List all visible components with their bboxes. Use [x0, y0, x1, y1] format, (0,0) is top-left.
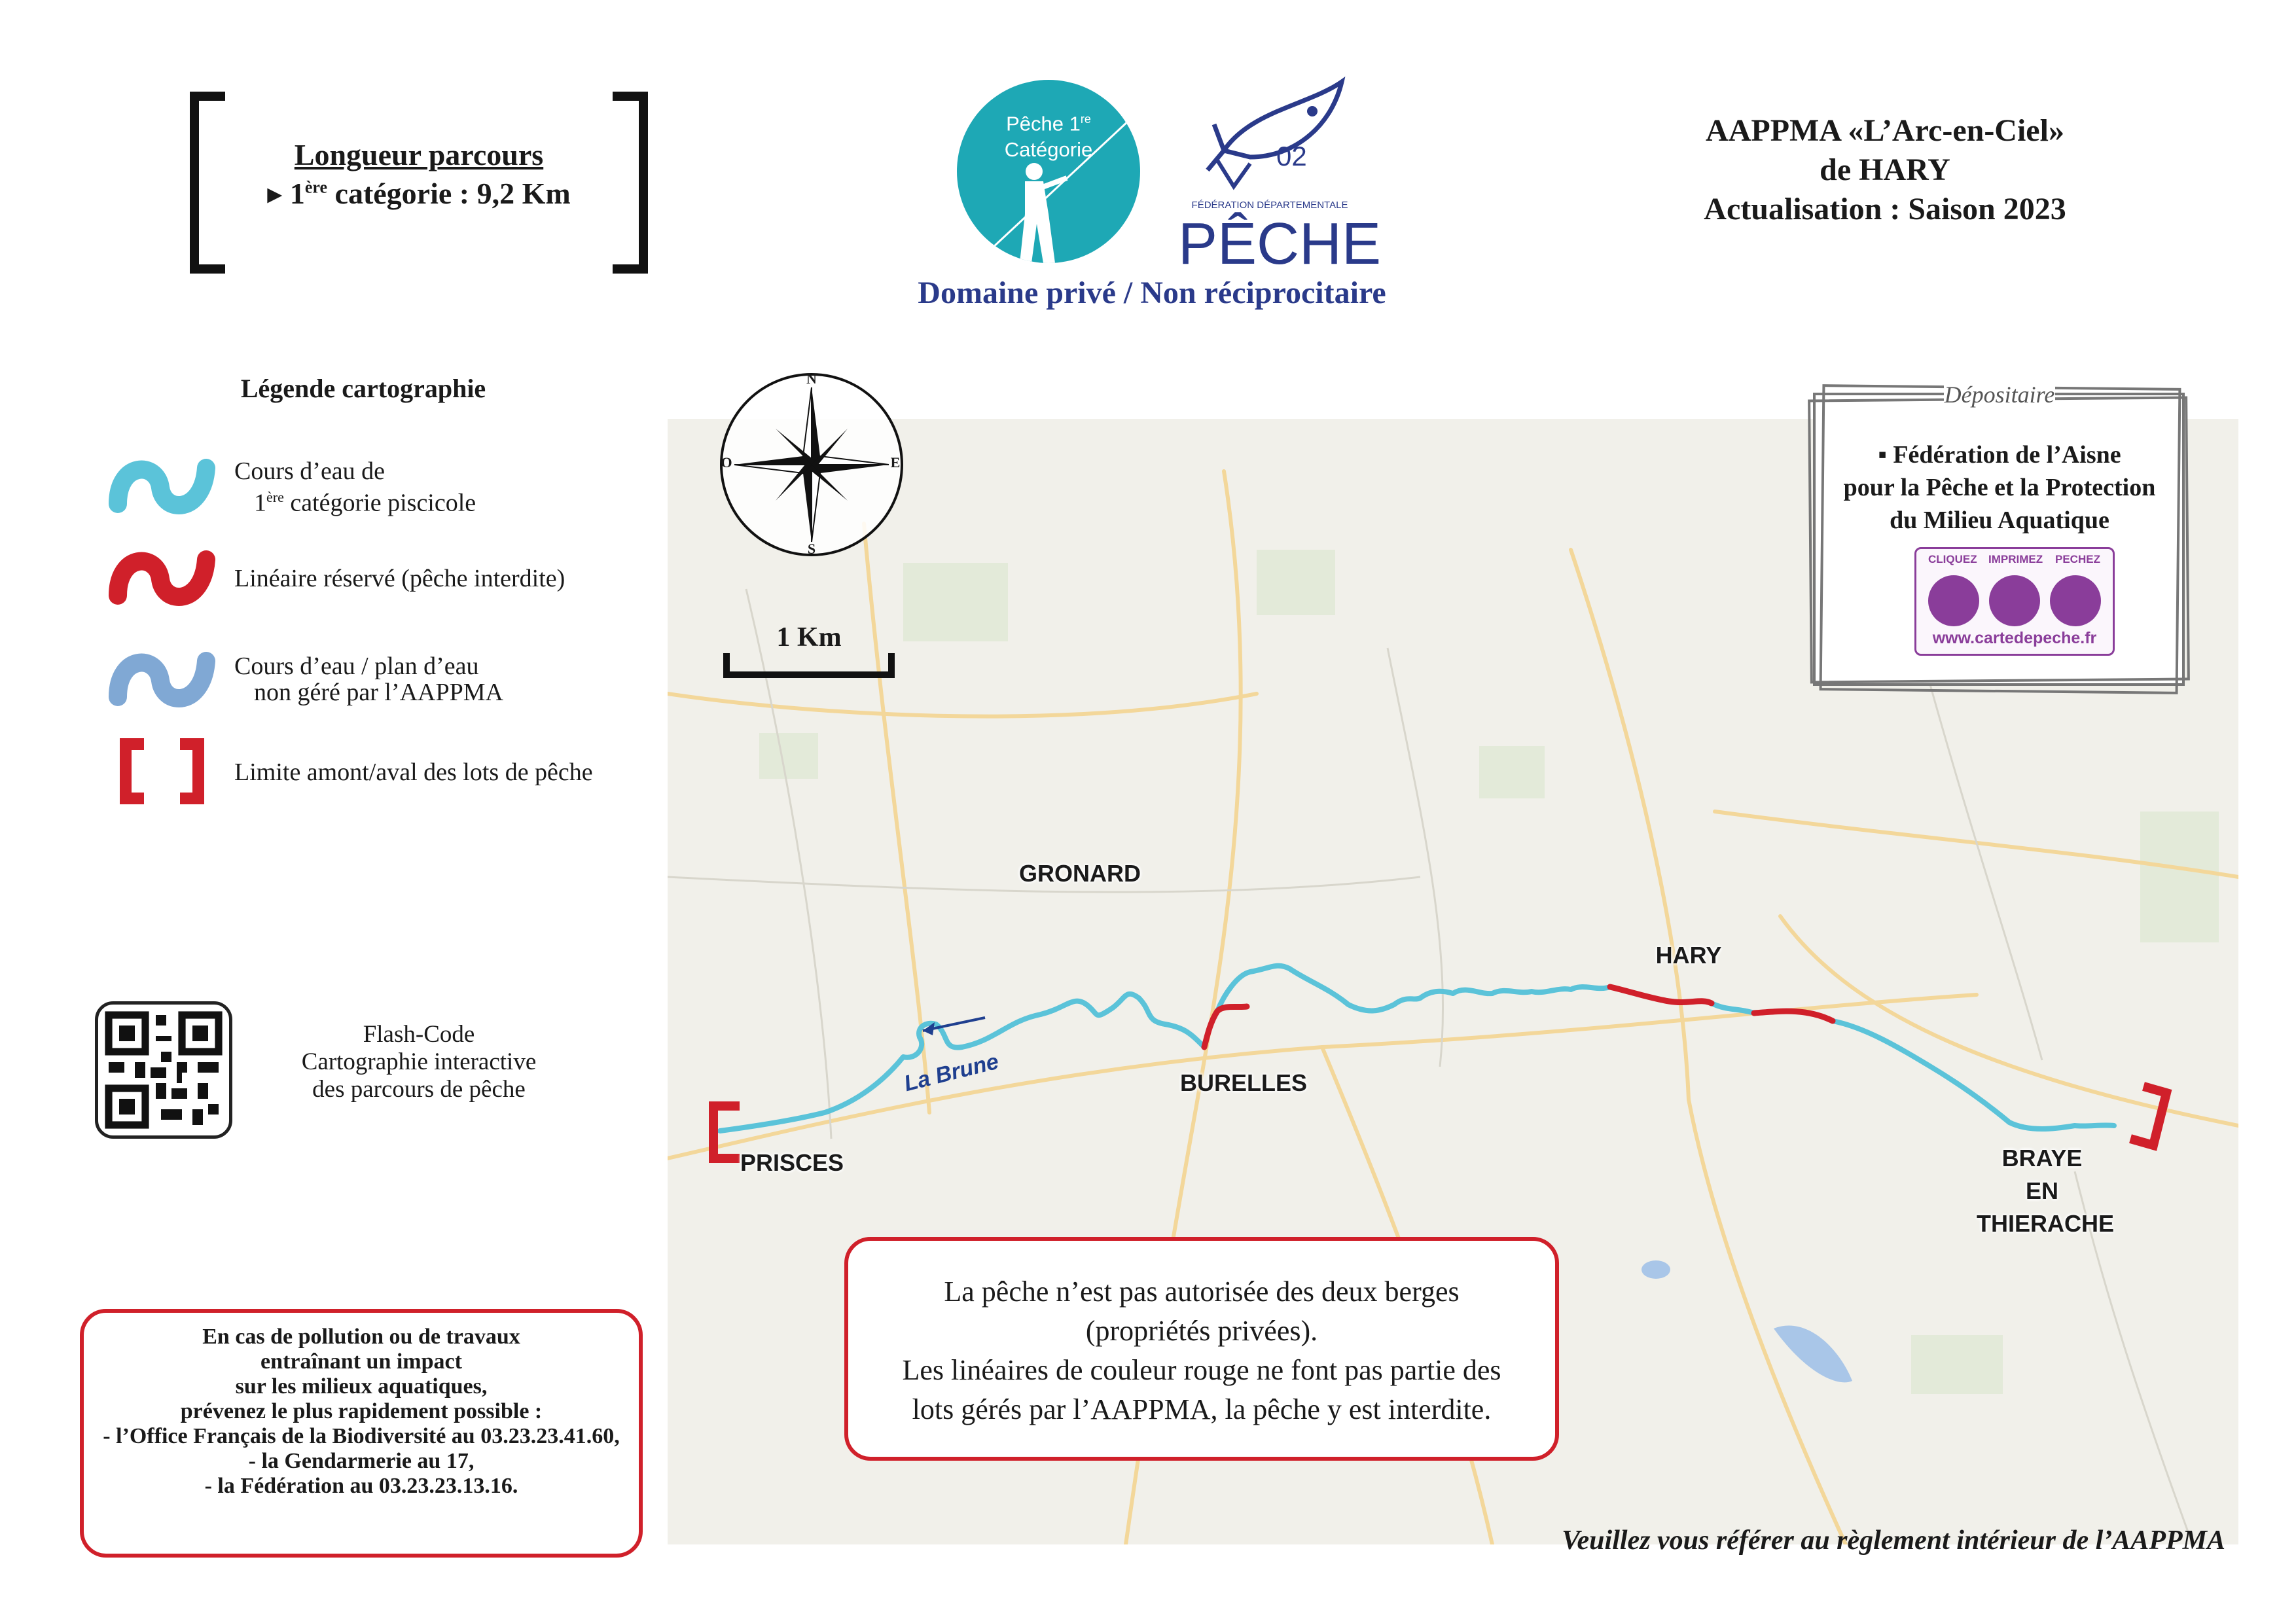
- ponds: [1641, 1260, 1852, 1382]
- association-title: [1636, 111, 2134, 229]
- legend-label-first-category: Cours d’eau de 1ère catégorie piscicole: [234, 457, 476, 517]
- route-length-box: [190, 92, 648, 262]
- first-category-logo: Pêche 1re Catégorie: [957, 80, 1140, 263]
- legend-label-limit: Limite amont/aval des lots de pêche: [234, 758, 593, 786]
- compass-north: N: [806, 370, 817, 387]
- town-gronard: GRONARD: [1019, 860, 1141, 887]
- fishing-notice-box: La pêche n’est pas autorisée des deux berges (propriétés privées). Les linéaires de couleur rouge ne font pas partie des lots gérés par l’AAPPMA, la pêche y est interdite.: [844, 1237, 1559, 1461]
- fisherman-icon: [957, 80, 1140, 263]
- town-hary: HARY: [1655, 942, 1722, 969]
- compass-south: S: [807, 541, 816, 557]
- town-burelles: BURELLES: [1179, 1069, 1307, 1096]
- printer-icon: [1989, 575, 2040, 626]
- reserved-stretch-icon: [105, 543, 223, 615]
- federation-subtitle: FÉDÉRATION DÉPARTEMENTALE: [1191, 200, 1348, 211]
- domain-status: Domaine privé / Non réciprocitaire: [918, 276, 1386, 310]
- limit-markers: [713, 1086, 2166, 1158]
- association-name: AAPPMA «L’Arc-en-Ciel»: [1706, 113, 2064, 148]
- river-reserved: [1204, 987, 1833, 1047]
- legend-title: Légende cartographie: [240, 374, 486, 403]
- limit-bracket-icon: [105, 736, 223, 808]
- legend-label-reserved: Linéaire réservé (pêche interdite): [234, 565, 565, 592]
- scale-line: [723, 653, 895, 678]
- flash-code-caption: Flash-Code Cartographie interactive des parcours de pêche: [301, 1021, 537, 1103]
- scale-label: 1 Km: [776, 622, 842, 652]
- depositary-name: ▪ Fédération de l’Aisne pour la Pêche et la Protection du Milieu Aquatique: [1843, 441, 2156, 534]
- compass-west: O: [721, 454, 732, 471]
- route-length-value: ▸ 1ère catégorie : 9,2 Km: [267, 177, 571, 210]
- first-category-river-icon: [105, 452, 223, 524]
- federation-logo: [1178, 72, 1382, 281]
- scale-bar: [723, 622, 895, 678]
- fish-hook-icon: [2050, 575, 2101, 626]
- route-length-title: Longueur parcours: [294, 138, 544, 171]
- legend-label-unmanaged: Cours d’eau / plan d’eau non géré par l’AAPPMA: [234, 652, 504, 706]
- regulation-footer: Veuillez vous référer au règlement intérieur de l’AAPPMA: [1562, 1525, 2225, 1556]
- association-town: de HARY: [1820, 152, 1950, 187]
- depositary-title: Dépositaire: [1944, 382, 2055, 408]
- compass-rose-icon: [713, 366, 910, 563]
- click-hand-icon: [1928, 575, 1979, 626]
- river-name-label: La Brune: [901, 1048, 1001, 1097]
- compass-east: E: [890, 454, 901, 471]
- depositary-box: [1813, 382, 2186, 694]
- cartedepeche-badge[interactable]: CLIQUEZ IMPRIMEZ PECHEZ www.cartedepeche.fr: [1914, 547, 2115, 656]
- town-braye-en-thierache: BRAYE EN THIERACHE: [1977, 1145, 2115, 1237]
- federation-title: PÊCHE: [1178, 211, 1382, 277]
- season-update: Actualisation : Saison 2023: [1704, 192, 2066, 226]
- pollution-alert-box: En cas de pollution ou de travaux entraînant un impact sur les milieux aquatiques, prévenez le plus rapidement possible : - l’Office Français de la Biodiversité au 03.23.23.41.60, - la Gendarmerie au 17, - la Fédération au 03.23.23.13.16.: [80, 1309, 643, 1558]
- unmanaged-water-icon: [105, 645, 223, 717]
- town-prisces: PRISCES: [740, 1149, 844, 1176]
- department-number: 02: [1276, 141, 1307, 171]
- cartedepeche-url[interactable]: www.cartedepeche.fr: [1932, 629, 2097, 647]
- qr-code-icon: [98, 1005, 229, 1135]
- qr-code[interactable]: [95, 1001, 232, 1139]
